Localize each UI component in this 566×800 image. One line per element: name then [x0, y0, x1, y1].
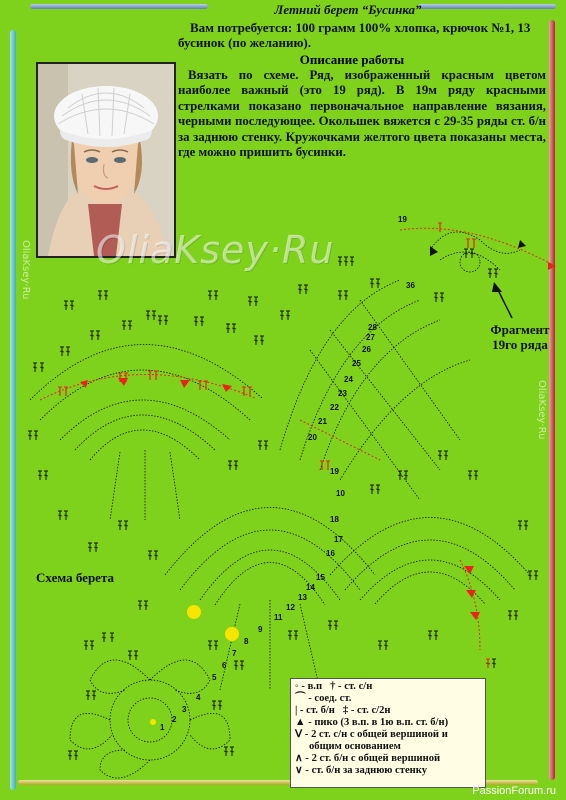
row-number: 15 [316, 573, 325, 582]
fan-left [30, 344, 262, 520]
watermark-side: OliaKsey·Ru [20, 240, 31, 300]
row-number: 26 [362, 345, 371, 354]
row-number: 23 [338, 389, 347, 398]
row-number: 19 [398, 215, 407, 224]
row-number: 18 [330, 515, 339, 524]
legend-ch: ◦ - в.п [295, 681, 323, 692]
row-number: 16 [326, 549, 335, 558]
row-number: 9 [258, 625, 263, 634]
row-number-labels [160, 215, 415, 732]
fan-top [280, 280, 470, 500]
bead-marker [187, 605, 201, 619]
legend-dc2: Ⅴ - 2 ст. с/н с общей вершиной и [295, 729, 448, 740]
row-number: 17 [334, 535, 343, 544]
bead-marker [225, 627, 239, 641]
watermark: OliaKsey·Ru [96, 228, 335, 272]
fragment-19-detail [430, 232, 526, 272]
row-number: 2 [172, 715, 177, 724]
bead-marker-center [150, 719, 156, 725]
row-number: 6 [222, 661, 227, 670]
legend-sc: | - ст. б/н [295, 705, 335, 716]
legend-scblo: ∨ - ст. б/н за заднюю стенку [295, 765, 428, 776]
row-number: 36 [406, 281, 415, 290]
watermark-side-right: OliaKsey·Ru [536, 380, 547, 440]
row-number: 22 [330, 403, 339, 412]
row-number: 4 [196, 693, 201, 702]
row-number: 5 [212, 673, 217, 682]
legend-sl: ⌒ - соед. ст. [295, 693, 352, 704]
row-number: 7 [232, 649, 237, 658]
legend-picot: ▲ - пико (3 в.п. в 1ю в.п. ст. б/н) [295, 717, 449, 728]
row-number: 24 [344, 375, 353, 384]
scheme-label: Схема берета [36, 570, 114, 585]
fragment-label: Фрагмент 19го ряда [490, 322, 550, 352]
row-number: 20 [308, 433, 317, 442]
flower-center [70, 660, 230, 778]
legend-tr: ‡ - ст. с/2н [342, 705, 391, 716]
row-number: 3 [182, 705, 187, 714]
row-number: 28 [368, 323, 377, 332]
fragment-arrow [492, 282, 512, 318]
row-number: 14 [306, 583, 315, 592]
legend: ◦ - в.п † - ст. с/н ⌒ - соед. ст. | - ст. б/н ‡ - ст. с/2н ▲ - пико (3 в.п. в 1ю в.п. ст. б/н) Ⅴ - 2 ст. с/н с общей вершиной и общим основанием ∧ - 2 ст. б/н с общей вершиной ∨ - ст. б/н за заднюю стенку [290, 678, 486, 788]
row-number: 12 [286, 603, 295, 612]
row-number: 13 [298, 593, 307, 602]
description-heading: Описание работы [299, 52, 405, 67]
materials-text: Вам потребуется: 100 грамм 100% хлопка, крючок №1, 13 бусинок (по желанию). [178, 20, 531, 50]
fan-right [330, 518, 530, 605]
row-number: 25 [352, 359, 361, 368]
legend-dc: † - ст. с/н [330, 681, 373, 692]
row-number: 11 [274, 613, 283, 622]
row-number: 1 [160, 723, 165, 732]
site-credit: PassionForum.ru [472, 785, 556, 797]
description-text: Вязать по схеме. Ряд, изображенный красным цветом наиболее важный (это 19 ряд). В 19м ряду красными стрелками показано первоначальное направление вязания, черными последующее. Окольшек вяжется с 29-35 ряды ст. б/н за заднюю стенку. Кружочками желтого цвета показаны места, где можно пришить бусинки. [178, 68, 546, 160]
row-number: 21 [318, 417, 327, 426]
page-title: Летний берет “Бусинка” [274, 2, 422, 17]
legend-sc2: ∧ - 2 ст. б/н с общей вершиной [295, 753, 441, 764]
row-number: 27 [366, 333, 375, 342]
fan-center [165, 508, 375, 691]
row-number: 8 [244, 637, 249, 646]
row-number: 10 [336, 489, 345, 498]
row-number: 19 [330, 467, 339, 476]
